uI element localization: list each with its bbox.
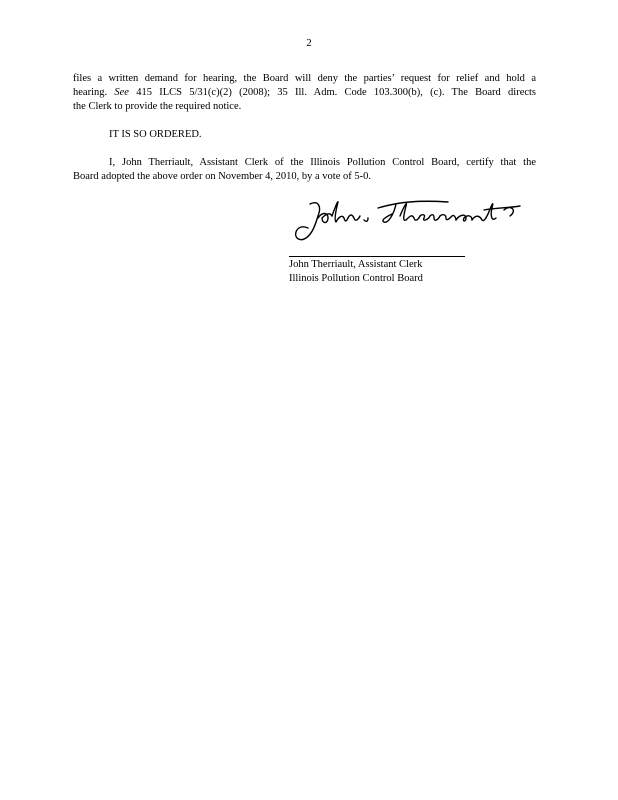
so-ordered-statement: IT IS SO ORDERED. xyxy=(109,129,202,140)
order-line-2-lead: hearing. xyxy=(73,87,108,98)
signature-line xyxy=(289,256,465,257)
order-line-3: the Clerk to provide the required notice. xyxy=(73,101,242,112)
order-paragraph xyxy=(73,72,536,114)
see-citation-signal: See xyxy=(114,87,129,98)
signer-name-title: John Therriault, Assistant Clerk xyxy=(289,259,423,270)
page-number: 2 xyxy=(306,37,312,49)
certification-paragraph xyxy=(73,156,536,184)
handwritten-signature xyxy=(288,196,528,246)
statute-citation: 415 ILCS 5/31(c)(2) (2008); 35 Ill. Adm. Code 103.300(b), (c). The Board directs xyxy=(136,87,537,98)
signer-organization: Illinois Pollution Control Board xyxy=(289,273,423,284)
order-line-1: files a written demand for hearing, the Board will deny the parties’ request for relief and hold a xyxy=(73,73,536,84)
order-line-2 xyxy=(73,86,536,100)
certification-line-2: Board adopted the above order on November 4, 2010, by a vote of 5-0. xyxy=(73,171,371,182)
certification-line-1: I, John Therriault, Assistant Clerk of the Illinois Pollution Control Board, certify that the xyxy=(109,157,536,168)
signature-block xyxy=(289,258,489,286)
